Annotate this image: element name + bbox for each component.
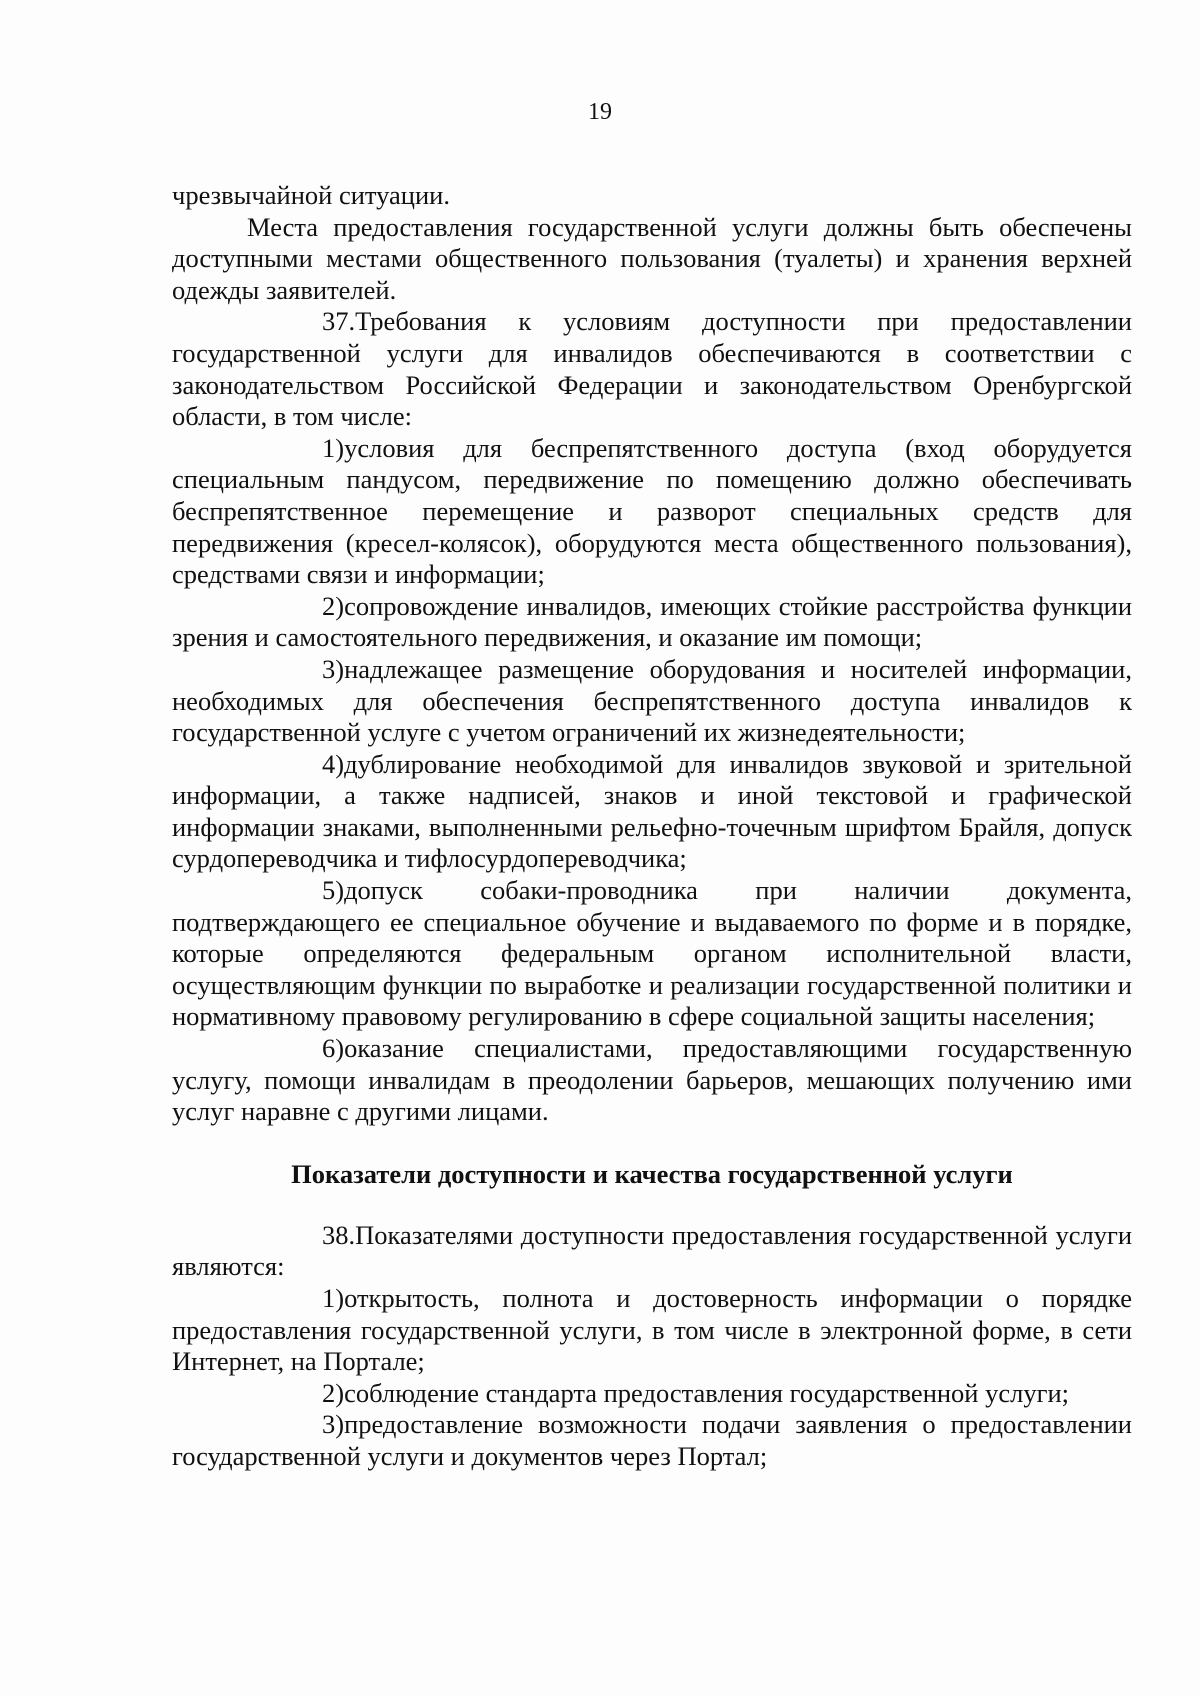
paragraph [172,180,1132,212]
paragraph [172,433,1132,591]
item-number: 1) [322,1283,345,1313]
paragraph [172,306,1132,432]
item-number: 4) [322,748,345,779]
paragraph [172,1378,1132,1410]
item-number: 2) [322,590,345,621]
section-heading: Показатели доступности и качества государственной услуги [291,1158,1013,1189]
item-number: 37. [322,306,356,337]
document-body [172,180,1132,1473]
paragraph-text: условия для беспрепятственного доступа (вход оборудуется специальным пандусом, передвижение по помещению должно обеспечивать беспрепятственное перемещение и разворот специальных средств для передвижения (кресел-колясок), оборудуются места общественного пользования), средствами связи и информации; [172,432,1132,590]
paragraph [172,654,1132,749]
paragraph-text: допуск собаки-проводника при наличии документа, подтверждающего ее специальное обучение и выдаваемого по форме и в порядке, которые определяются федеральным органом исполнительной власти, осуществляющим функции по выработке и реализации государственной политики и нормативному правовому регулированию в сфере социальной защиты населения; [172,875,1132,1032]
paragraph-text: открытость, полнота и достоверность информации о порядке предоставления государственной услуги, в том числе в электронной форме, в сети Интернет, на Портале; [172,1283,1132,1377]
page-number: 19 [588,99,612,125]
item-number: 2) [322,1377,345,1408]
paragraph-text: дублирование необходимой для инвалидов звуковой и зрительной информации, а также надписей, знаков и иной текстовой и графической информации знаками, выполненными рельефно-точечным шрифтом Брайля, допуск сурдопереводчика и тифлосурдопереводчика; [172,748,1132,874]
paragraph-text: Показателями доступности предоставления государственной услуги являются: [172,1219,1132,1282]
paragraph-text: соблюдение стандарта предоставления государственной услуги; [344,1377,1070,1408]
paragraph [172,212,1132,307]
paragraph-text: оказание специалистами, предоставляющими государственную услугу, помощи инвалидам в преодолении барьеров, мешающих получению ими услуг наравне с другими лицами. [172,1033,1132,1127]
section-after-heading [172,1220,1132,1473]
paragraph-text: чрезвычайной ситуации. [172,180,450,210]
item-number: 6) [322,1033,345,1064]
item-number: 3) [322,1409,345,1440]
paragraph-text: Места предоставления государственной услуги должны быть обеспечены доступными местами общественного пользования (туалеты) и хранения верхней одежды заявителей. [172,211,1132,305]
paragraph [172,749,1132,875]
paragraph [172,1283,1132,1378]
paragraph-text: надлежащее размещение оборудования и носителей информации, необходимых для обеспечения беспрепятственного доступа инвалидов к государственной услуге с учетом ограничений их жизнедеятельности; [172,653,1132,748]
paragraph-text: Требования к условиям доступности при предоставлении государственной услуги для инвалидов обеспечиваются в соответствии с законодательством Российской Федерации и законодательством Оренбургской области, в том числе: [172,306,1132,432]
item-number: 38. [322,1219,356,1250]
item-number: 1) [322,432,345,463]
paragraph [172,1409,1132,1472]
paragraph [172,1033,1132,1128]
item-number: 3) [322,653,345,684]
paragraph [172,591,1132,654]
section-before-heading [172,180,1132,1128]
paragraph-text: сопровождение инвалидов, имеющих стойкие расстройства функции зрения и самостоятельного передвижения, и оказание им помощи; [172,590,1132,653]
item-number: 5) [322,875,345,906]
paragraph-text: предоставление возможности подачи заявления о предоставлении государственной услуги и документов через Портал; [172,1409,1132,1471]
paragraph [172,875,1132,1033]
paragraph [172,1220,1132,1283]
